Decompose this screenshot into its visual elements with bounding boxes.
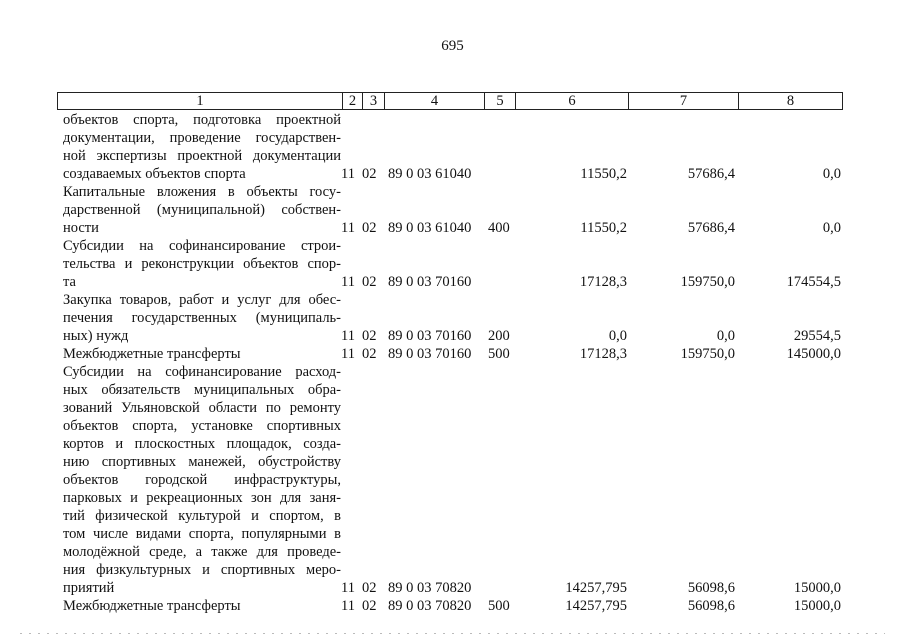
cell-c8: 145000,0 [786, 346, 841, 362]
description-line: та [63, 274, 76, 290]
row-description [63, 183, 341, 237]
cell-c7: 57686,4 [687, 166, 735, 182]
description-line: ных обязательств муниципальных обра- [63, 382, 341, 398]
cell-c7: 159750,0 [680, 274, 735, 290]
row-description [63, 345, 341, 363]
cell-c8: 29554,5 [793, 328, 841, 344]
description-line: объектов спорта, подготовка проектной [63, 112, 341, 128]
cell-c4: 89 0 03 61040 [388, 166, 472, 182]
table-row [57, 183, 843, 237]
cell-c6: 11550,2 [580, 220, 627, 236]
cell-c4: 89 0 03 70160 [388, 274, 472, 290]
cell-c4: 89 0 03 70820 [388, 598, 472, 614]
header-col-6: 6 [515, 93, 628, 109]
description-line: объектов спорта, установке спортивных [63, 418, 341, 434]
description-line: тий физической культурой и спортом, в [63, 508, 341, 524]
cell-c6: 17128,3 [579, 346, 627, 362]
cell-c2: 11 [341, 220, 355, 236]
cell-c6: 14257,795 [565, 580, 627, 596]
description-line: ной экспертизы проектной документации [63, 148, 341, 164]
cell-c2: 11 [341, 580, 355, 596]
description-line: Капитальные вложения в объекты госу- [63, 184, 341, 200]
cell-c6: 17128,3 [579, 274, 627, 290]
cell-c2: 11 [341, 328, 355, 344]
table-row [57, 597, 843, 615]
description-line: молодёжной среде, а также для проведе- [63, 544, 341, 560]
description-line: ности [63, 220, 99, 236]
description-line: Субсидии на софинансирование строи- [63, 238, 341, 254]
description-line: тельства и реконструкции объектов спор- [63, 256, 341, 272]
cell-c4: 89 0 03 61040 [388, 220, 472, 236]
header-col-5: 5 [484, 93, 515, 109]
cell-c2: 11 [341, 598, 355, 614]
description-line: Закупка товаров, работ и услуг для обес- [63, 292, 341, 308]
description-line: ния физкультурных и спортивных меро- [63, 562, 341, 578]
cell-c7: 159750,0 [680, 346, 735, 362]
cell-c7: 56098,6 [687, 598, 735, 614]
description-line: Межбюджетные трансферты [63, 346, 241, 362]
description-line: объектов городской инфраструктуры, [63, 472, 341, 488]
header-col-8: 8 [738, 93, 842, 109]
cell-c2: 11 [341, 346, 355, 362]
header-col-3: 3 [362, 93, 384, 109]
cell-c8: 0,0 [822, 166, 841, 182]
cell-c5: 400 [488, 220, 510, 236]
description-line: ных) нужд [63, 328, 129, 344]
header-col-1: 1 [196, 93, 204, 109]
cell-c4: 89 0 03 70820 [388, 580, 472, 596]
cell-c3: 02 [362, 220, 377, 236]
cell-c3: 02 [362, 580, 377, 596]
row-description [63, 291, 341, 345]
description-line: печения государственных (муниципаль- [63, 310, 341, 326]
table-row [57, 363, 843, 597]
cell-c3: 02 [362, 598, 377, 614]
cell-c5: 500 [488, 598, 510, 614]
cell-c8: 15000,0 [793, 580, 841, 596]
cell-c2: 11 [341, 166, 355, 182]
cell-c8: 174554,5 [786, 274, 841, 290]
cell-c4: 89 0 03 70160 [388, 328, 472, 344]
cell-c8: 0,0 [822, 220, 841, 236]
header-col-4: 4 [384, 93, 484, 109]
cell-c3: 02 [362, 274, 377, 290]
description-line: парковых и рекреационных зон для заня- [63, 490, 341, 506]
table-row [57, 345, 843, 363]
description-line: том числе видами спорта, популярными в [63, 526, 341, 542]
header-col-2: 2 [342, 93, 362, 109]
scan-artifact [20, 633, 885, 634]
cell-c2: 11 [341, 274, 355, 290]
description-line: кортов и плоскостных площадок, созда- [63, 436, 341, 452]
cell-c7: 0,0 [716, 328, 735, 344]
description-line: нию спортивных манежей, обустройству [63, 454, 341, 470]
cell-c7: 57686,4 [687, 220, 735, 236]
cell-c4: 89 0 03 70160 [388, 346, 472, 362]
description-line: Субсидии на софинансирование расход- [63, 364, 341, 380]
table-row [57, 237, 843, 291]
description-line: Межбюджетные трансферты [63, 598, 241, 614]
row-description [63, 597, 341, 615]
header-col-7: 7 [628, 93, 738, 109]
table-header [57, 92, 843, 110]
row-description [63, 111, 341, 183]
cell-c8: 15000,0 [793, 598, 841, 614]
description-line: зований Ульяновской области по ремонту [63, 400, 341, 416]
table-row [57, 111, 843, 183]
cell-c3: 02 [362, 166, 377, 182]
cell-c6: 11550,2 [580, 166, 627, 182]
cell-c7: 56098,6 [687, 580, 735, 596]
row-description [63, 363, 341, 597]
cell-c5: 200 [488, 328, 510, 344]
cell-c5: 500 [488, 346, 510, 362]
cell-c3: 02 [362, 328, 377, 344]
description-line: документации, проведение государствен- [63, 130, 341, 146]
cell-c6: 14257,795 [565, 598, 627, 614]
description-line: дарственной (муниципальной) собствен- [63, 202, 341, 218]
row-description [63, 237, 341, 291]
cell-c6: 0,0 [608, 328, 627, 344]
table-row [57, 291, 843, 345]
page-number: 695 [441, 38, 464, 54]
cell-c3: 02 [362, 346, 377, 362]
description-line: приятий [63, 580, 115, 596]
description-line: создаваемых объектов спорта [63, 166, 246, 182]
